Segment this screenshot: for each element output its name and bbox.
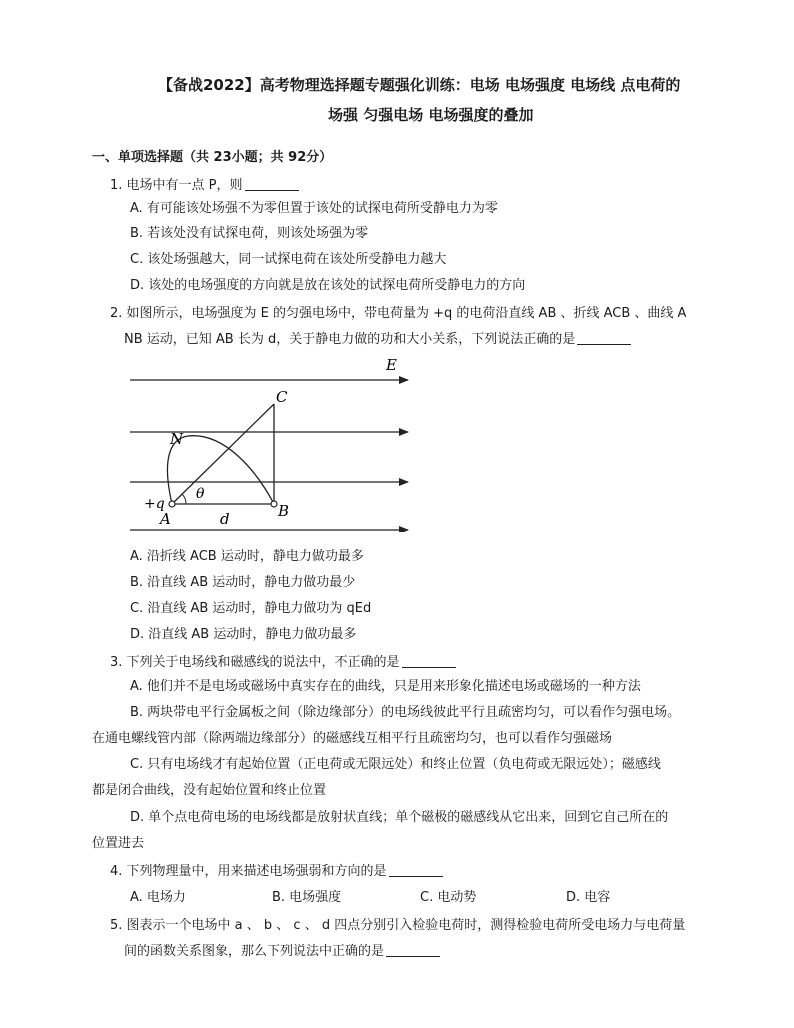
title-line-1: 【备战2022】高考物理选择题专题强化训练：电场 电场强度 电场线 点电荷的 — [158, 76, 681, 94]
q5-stem-text: 间的函数关系图象，那么下列说法中正确的是 — [124, 944, 385, 959]
q4-option-c: C. 电动势 — [420, 890, 477, 905]
q1-stem — [110, 174, 299, 193]
label-e: E — [386, 356, 397, 374]
label-n: N — [170, 430, 184, 448]
q4-stem-text: 4. 下列物理量中，用来描述电场强弱和方向的是 — [110, 864, 387, 879]
label-b: B — [278, 502, 290, 520]
q3-option-c-line-1: C. 只有电场线才有起始位置（正电荷或无限远处）和终止位置（负电荷或无限远处）；磁感线 — [130, 757, 661, 772]
q5-stem-line-1: 5. 图表示一个电场中 a 、 b 、 c 、 d 四点分别引入检验电荷时，测得检验电荷所受电场力与电荷量 — [110, 918, 686, 933]
label-theta: θ — [196, 486, 205, 502]
q4-option-b: B. 电场强度 — [272, 890, 342, 905]
answer-blank — [245, 177, 299, 191]
answer-blank — [402, 654, 456, 668]
curve-anb — [167, 436, 274, 504]
q2-option-c: C. 沿直线 AB 运动时，静电力做功为 qEd — [130, 601, 372, 616]
q3-stem — [110, 651, 456, 670]
q4-option-d: D. 电容 — [566, 890, 611, 905]
angle-arc — [182, 494, 186, 504]
q3-option-c-line-2: 都是闭合曲线，没有起始位置和终止位置 — [92, 783, 327, 798]
q2-stem-line-1: 2. 如图所示，电场强度为 E 的匀强电场中，带电荷量为 +q 的电荷沿直线 AB 、折线 ACB 、曲线 A — [110, 306, 687, 321]
q2-option-b: B. 沿直线 AB 运动时，静电力做功最少 — [130, 575, 356, 590]
electric-field-figure — [124, 352, 414, 532]
answer-blank — [577, 331, 631, 345]
answer-blank — [386, 943, 440, 957]
q1-option-b: B. 若该处没有试探电荷，则该处场强为零 — [130, 226, 369, 241]
q3-option-b-line-2: 在通电螺线管内部（除两端边缘部分）的磁感线互相平行且疏密均匀，也可以看作匀强磁场 — [92, 731, 613, 746]
point-a — [169, 501, 175, 507]
q1-option-c: C. 该处场强越大，同一试探电荷在该处所受静电力越大 — [130, 252, 447, 267]
q1-option-d: D. 该处的电场强度的方向就是放在该处的试探电荷所受静电力的方向 — [130, 278, 526, 293]
q5-stem-line-2 — [124, 940, 440, 959]
q3-option-b-line-1: B. 两块带电平行金属板之间（除边缘部分）的电场线彼此平行且疏密均匀，可以看作匀强电场。 — [130, 705, 681, 720]
segment-ac — [172, 404, 274, 504]
q2-stem-text: NB 运动，已知 AB 长为 d，关于静电力做的功和大小关系，下列说法正确的是 — [124, 332, 576, 347]
section-heading: 一、单项选择题（共 23小题；共 92分） — [92, 150, 333, 165]
q4-option-a: A. 电场力 — [130, 890, 186, 905]
q2-option-a: A. 沿折线 ACB 运动时，静电力做功最多 — [130, 549, 364, 564]
q3-option-d-line-2: 位置进去 — [92, 836, 145, 851]
point-b — [271, 501, 277, 507]
label-c: C — [276, 388, 288, 406]
label-d: d — [220, 510, 230, 528]
label-a: A — [160, 510, 171, 528]
q3-stem-text: 3. 下列关于电场线和磁感线的说法中，不正确的是 — [110, 655, 400, 670]
q3-option-a: A. 他们并不是电场或磁场中真实存在的曲线，只是用来形象化描述电场或磁场的一种方法 — [130, 679, 641, 694]
label-q: +q — [144, 496, 165, 512]
q1-stem-text: 1. 电场中有一点 P，则 — [110, 178, 243, 193]
q2-stem-line-2 — [124, 328, 631, 347]
q4-stem — [110, 860, 443, 879]
answer-blank — [389, 863, 443, 877]
q3-option-d-line-1: D. 单个点电荷电场的电场线都是放射状直线；单个磁极的磁感线从它出来，回到它自己所在的 — [130, 810, 669, 825]
q2-option-d: D. 沿直线 AB 运动时，静电力做功最多 — [130, 627, 357, 642]
q1-option-a: A. 有可能该处场强不为零但置于该处的试探电荷所受静电力为零 — [130, 201, 498, 216]
title-line-2: 场强 匀强电场 电场强度的叠加 — [328, 106, 534, 124]
